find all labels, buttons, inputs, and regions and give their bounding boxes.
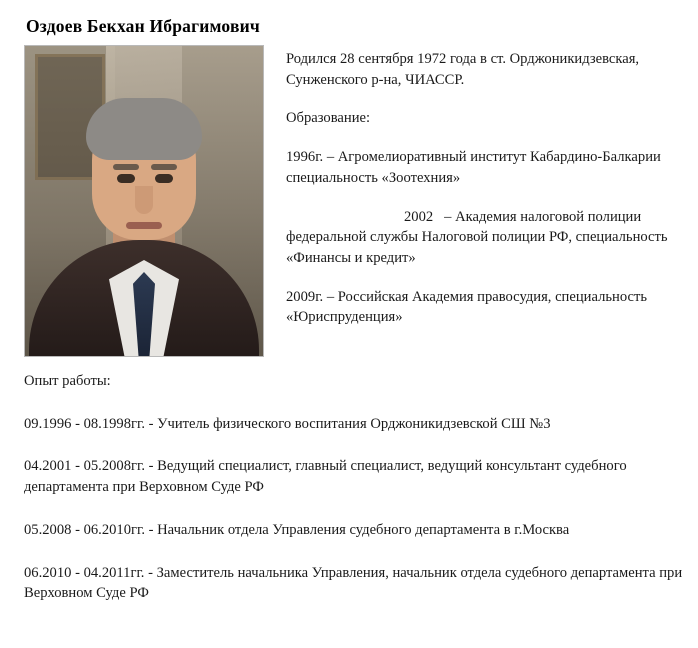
experience-item: 06.2010 - 04.2011гг. - Заместитель начальника Управления, начальник отдела судебного департамента при Верховном Суде РФ: [24, 564, 683, 602]
experience-item: 05.2008 - 06.2010гг. - Начальник отдела Управления судебного департамента в г.Москва: [24, 521, 570, 538]
biography-text-column: [286, 45, 684, 346]
experience-item: 04.2001 - 05.2008гг. - Ведущий специалист, главный специалист, ведущий консультант судебного департамента при Верховном Суде РФ: [24, 458, 627, 496]
education-entry-3: 2009г. – Российская Академия правосудия, специальность «Юриспруденция»: [286, 288, 647, 326]
education-entry-2-text: – Академия налоговой полиции федеральной службы Налоговой полиции РФ, специальность «Финансы и кредит»: [286, 208, 668, 267]
education-entry-2: [286, 207, 684, 269]
birth-paragraph: Родился 28 сентября 1972 года в ст. Орджоникидзевская, Сунженского р-на, ЧИАССР.: [286, 51, 640, 88]
experience-item: 09.1996 - 08.1998гг. - Учитель физического воспитания Орджоникидзевской СШ №3: [24, 415, 551, 432]
profile-top-block: [24, 45, 684, 357]
page-title: Оздоев Бекхан Ибрагимович: [26, 16, 260, 36]
portrait-photo-container: [24, 45, 264, 357]
experience-section: [24, 371, 684, 604]
experience-heading: Опыт работы:: [24, 373, 111, 389]
portrait-photo: [24, 45, 264, 357]
photo-eye-right: [155, 174, 173, 183]
photo-eye-left: [117, 174, 135, 183]
education-entry-1: 1996г. – Агромелиоративный институт Кабардино-Балкарии специальность «Зоотехния»: [286, 149, 661, 186]
education-entry-2-year: 2002: [404, 208, 434, 225]
education-heading: Образование:: [286, 110, 371, 127]
photo-nose: [135, 186, 153, 214]
photo-hair: [86, 98, 202, 160]
photo-eyebrow-right: [151, 164, 177, 170]
photo-mouth: [126, 222, 162, 229]
photo-eyebrow-left: [113, 164, 139, 170]
